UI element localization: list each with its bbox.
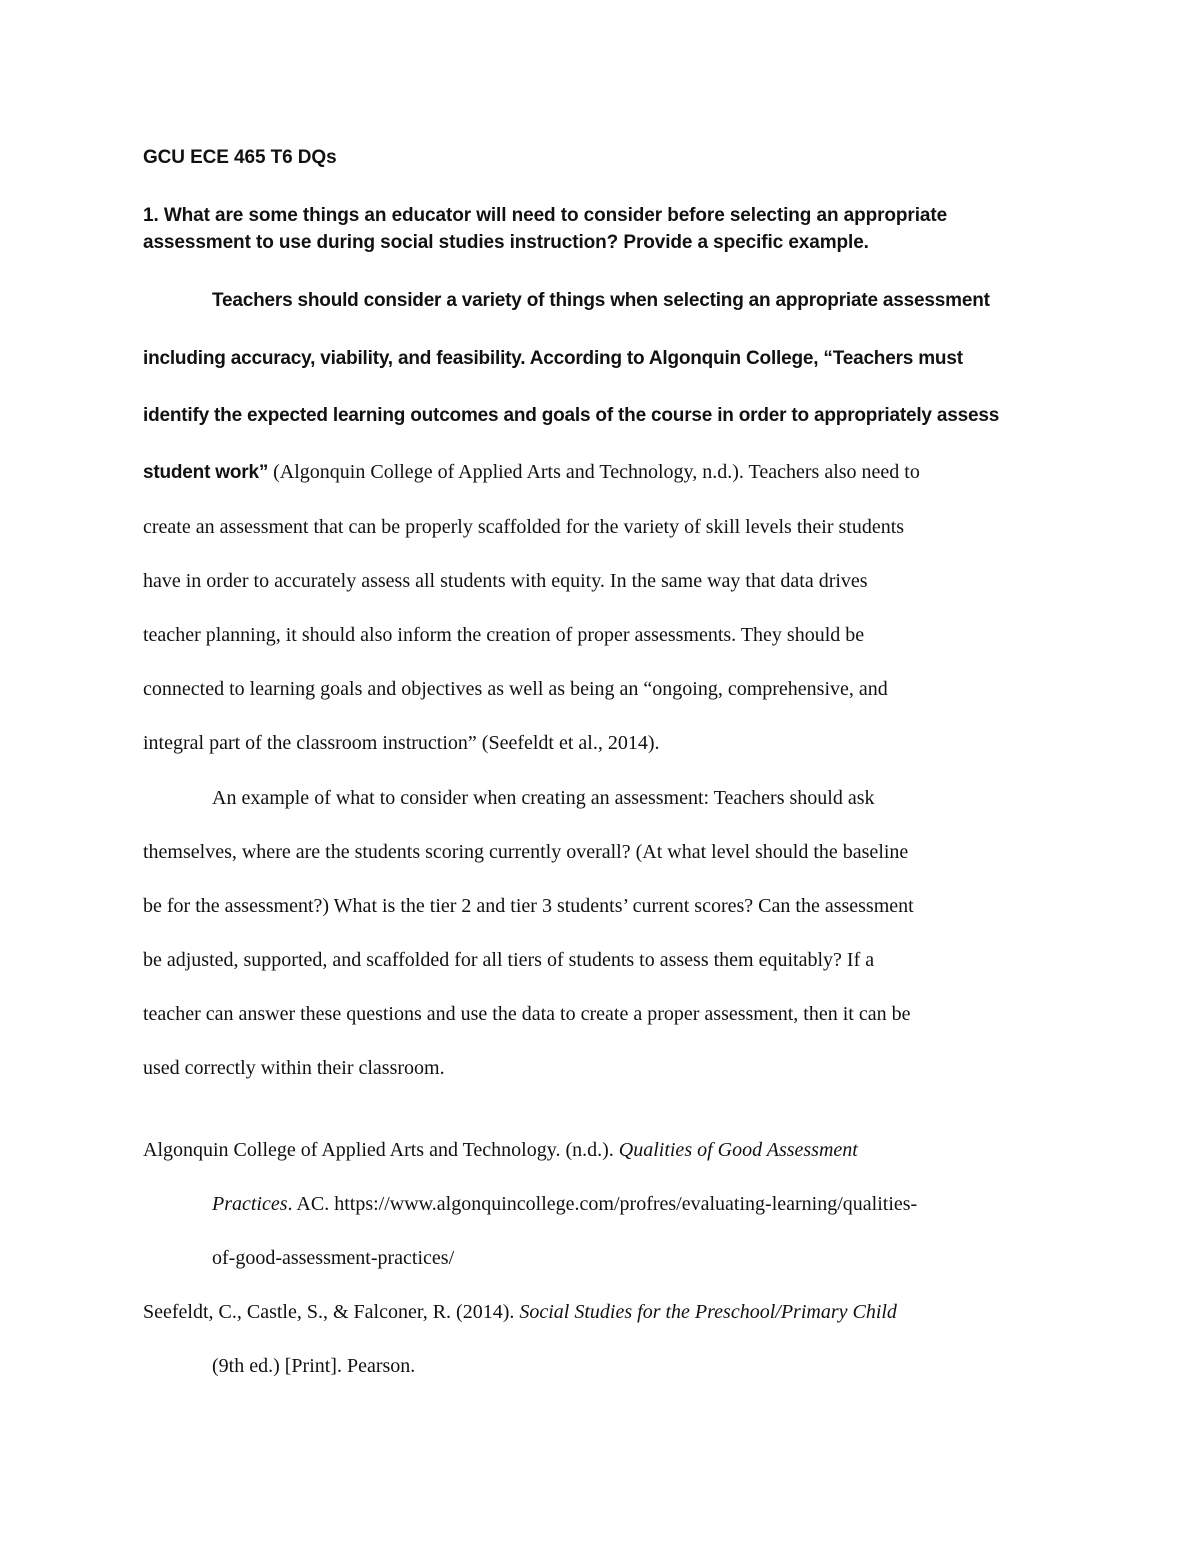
paragraph-2-line-4: be adjusted, supported, and scaffolded for all tiers of students to assess them equitably? If a (143, 949, 875, 971)
discussion-question (143, 202, 1063, 256)
paragraph-2-line-3: be for the assessment?) What is the tier 2 and tier 3 students’ current scores? Can the assessment (143, 895, 914, 917)
paragraph-2-line-5: teacher can answer these questions and use the data to create a proper assessment, then it can be (143, 1003, 911, 1025)
question-line-1: 1. What are some things an educator will need to consider before selecting an appropriate (143, 205, 948, 226)
reference-1-title: Qualities of Good Assessment (618, 1139, 858, 1161)
paragraph-1-line-6: have in order to accurately assess all students with equity. In the same way that data drives (143, 570, 868, 592)
paragraph-1-line-9: integral part of the classroom instruction” (Seefeldt et al., 2014). (143, 732, 660, 754)
reference-2-line-2: (9th ed.) [Print]. Pearson. (212, 1355, 416, 1377)
question-line-2: assessment to use during social studies instruction? Provide a specific example. (143, 232, 869, 253)
paragraph-1-line-4: student work” (Algonquin College of Applied Arts and Technology, n.d.). Teachers also need to (143, 461, 920, 483)
paragraph-2-line-1: An example of what to consider when creating an assessment: Teachers should ask (212, 787, 875, 809)
paragraph-1-line-1: Teachers should consider a variety of things when selecting an appropriate assessment (212, 290, 990, 311)
paragraph-1-line-3: identify the expected learning outcomes and goals of the course in order to appropriately assess (143, 405, 1000, 426)
paragraph-1-line-5: create an assessment that can be properly scaffolded for the variety of skill levels their students (143, 516, 905, 538)
reference-2-title: Social Studies for the Preschool/Primary Child (519, 1301, 897, 1323)
reference-1-line-1: Algonquin College of Applied Arts and Technology. (n.d.). Qualities of Good Assessment (143, 1139, 858, 1161)
paragraph-2-line-2: themselves, where are the students scoring currently overall? (At what level should the baseline (143, 841, 909, 863)
document-title: GCU ECE 465 T6 DQs (143, 147, 337, 168)
paragraph-1-line-8: connected to learning goals and objectives as well as being an “ongoing, comprehensive, and (143, 678, 888, 700)
reference-1-line-2: Practices. AC. https://www.algonquincollege.com/profres/evaluating-learning/qualities- (212, 1193, 918, 1215)
paragraph-1-line-2: including accuracy, viability, and feasibility. According to Algonquin College, “Teachers must (143, 348, 963, 369)
reference-1-line-3: of-good-assessment-practices/ (212, 1247, 455, 1269)
reference-2-line-1: Seefeldt, C., Castle, S., & Falconer, R. (2014). Social Studies for the Preschool/Primary Child (143, 1301, 897, 1323)
paragraph-2-line-6: used correctly within their classroom. (143, 1057, 445, 1079)
paragraph-1-line-7: teacher planning, it should also inform the creation of proper assessments. They should be (143, 624, 865, 646)
